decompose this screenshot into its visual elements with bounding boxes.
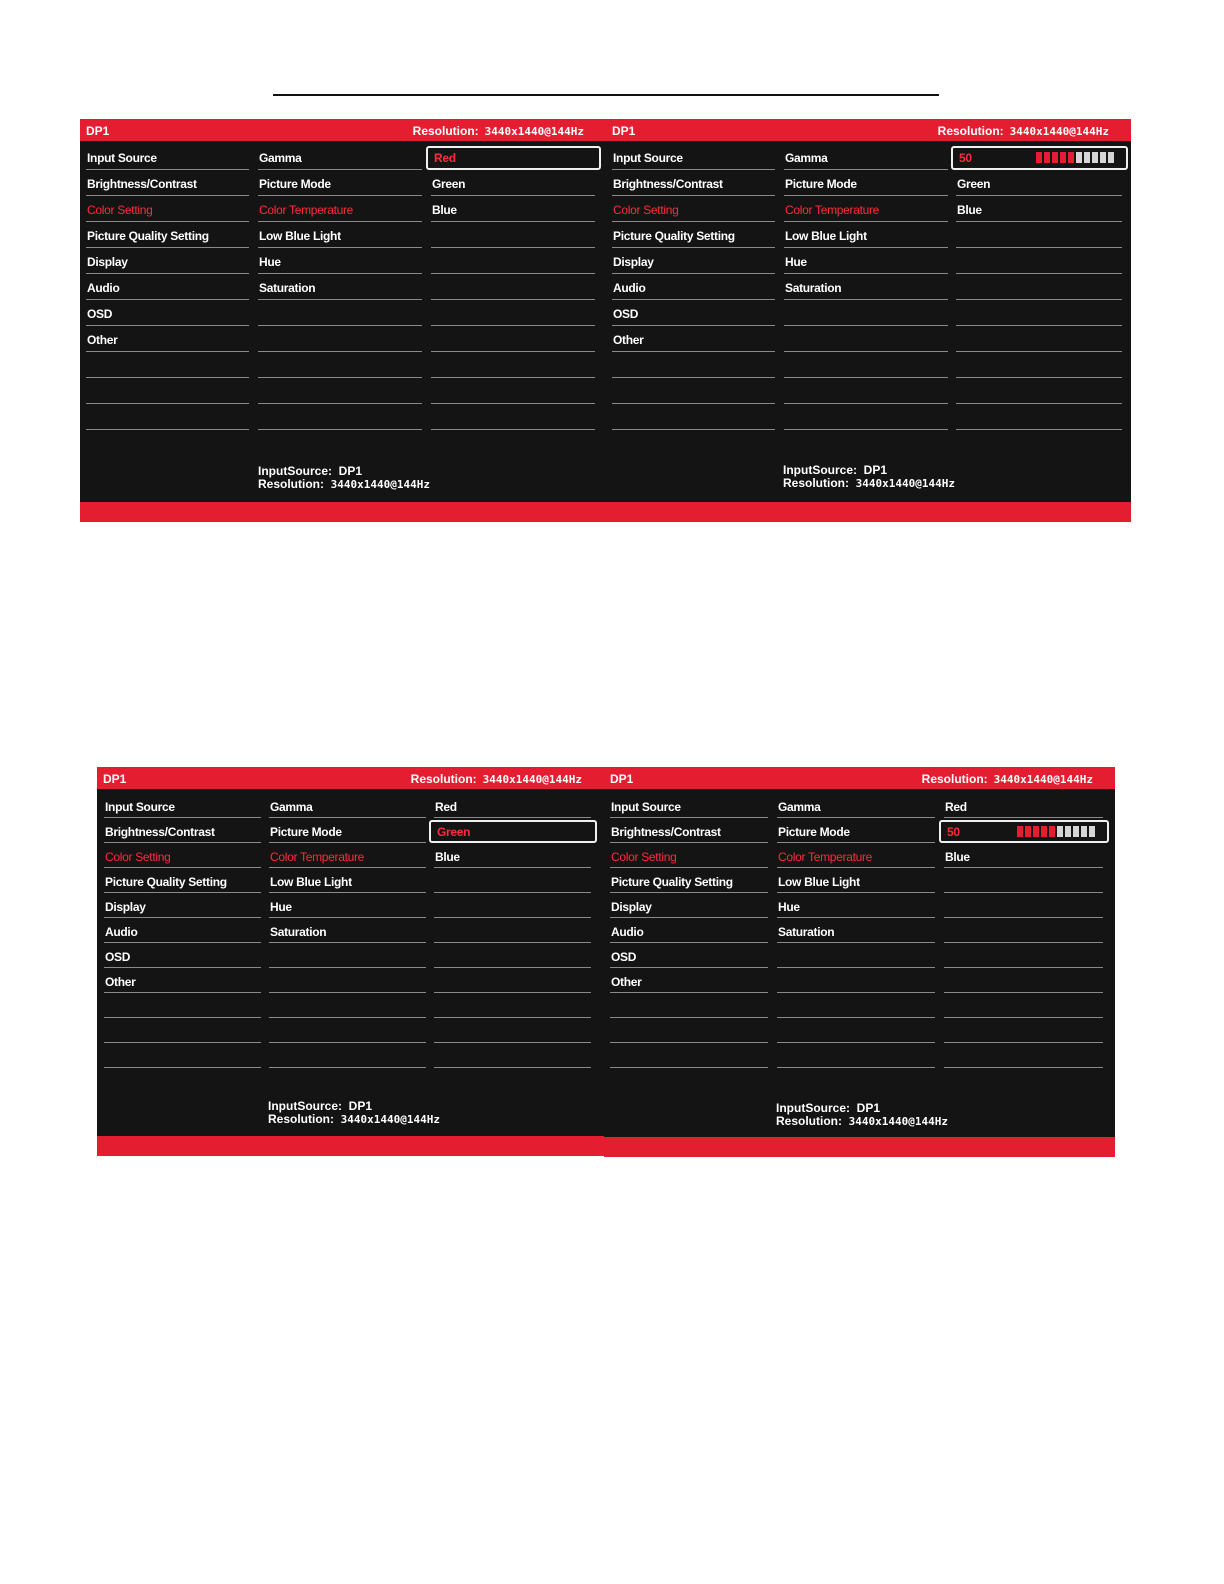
option-red[interactable]: Red (434, 793, 591, 818)
slider-segment (1089, 826, 1095, 837)
header-resolution: Resolution: 3440x1440@144Hz (410, 772, 582, 786)
menu-item-other[interactable]: Other (104, 968, 261, 993)
submenu-blank-row (777, 943, 935, 968)
header-resolution: Resolution: 3440x1440@144Hz (412, 124, 584, 138)
option-blank-row (434, 918, 591, 943)
menu-item-brightness-contrast[interactable]: Brightness/Contrast (610, 818, 768, 843)
slider-bar[interactable] (1036, 152, 1114, 163)
option-blank-row (431, 352, 595, 378)
submenu (269, 793, 426, 1068)
option-blank-row (956, 326, 1122, 352)
submenu-blank-row (784, 326, 948, 352)
menu-blank-row (104, 1043, 261, 1068)
info-resolution: Resolution: 3440x1440@144Hz (258, 477, 431, 491)
info-resolution: Resolution: 3440x1440@144Hz (776, 1114, 949, 1128)
header-source: DP1 (86, 124, 110, 138)
menu-blank-row (610, 993, 768, 1018)
option-red[interactable]: Red (426, 146, 601, 170)
submenu-item-hue[interactable]: Hue (258, 248, 422, 274)
option-blank-row (956, 274, 1122, 300)
option-blank-row (431, 274, 595, 300)
option-blank-row (944, 868, 1103, 893)
osd-header (80, 119, 606, 141)
menu-item-audio[interactable]: Audio (86, 274, 249, 300)
option-blank-row (431, 326, 595, 352)
main-menu (610, 793, 768, 1068)
osd-screen-green-select (97, 767, 604, 1156)
input-info (776, 1102, 948, 1128)
option-red[interactable]: Red (944, 793, 1103, 818)
header-source: DP1 (612, 124, 636, 138)
menu-item-other[interactable]: Other (610, 968, 768, 993)
option-blank-row (434, 893, 591, 918)
menu-blank-row (610, 1043, 768, 1068)
submenu-blank-row (777, 1018, 935, 1043)
menu-item-color-setting[interactable]: Color Setting (86, 196, 249, 222)
option-blank-row (944, 918, 1103, 943)
submenu-blank-row (269, 993, 426, 1018)
slider-segment (1065, 826, 1071, 837)
menu-item-input-source[interactable]: Input Source (610, 793, 768, 818)
option-blank-row (431, 300, 595, 326)
menu-item-other[interactable]: Other (612, 326, 775, 352)
menu-item-audio[interactable]: Audio (612, 274, 775, 300)
menu-item-audio[interactable]: Audio (610, 918, 768, 943)
menu-item-brightness-contrast[interactable]: Brightness/Contrast (612, 170, 775, 196)
menu-blank-row (86, 352, 249, 378)
menu-blank-row (610, 1018, 768, 1043)
submenu-blank-row (269, 1043, 426, 1068)
option-blank-row (431, 378, 595, 404)
submenu-item-low-blue-light[interactable]: Low Blue Light (258, 222, 422, 248)
option-green[interactable]: Green (429, 820, 597, 843)
submenu-item-picture-mode[interactable]: Picture Mode (784, 170, 948, 196)
option-blank-row (956, 300, 1122, 326)
submenu-item-color-temperature[interactable]: Color Temperature (777, 843, 935, 868)
menu-item-osd[interactable]: OSD (104, 943, 261, 968)
submenu-blank-row (777, 1043, 935, 1068)
option-blank-row (956, 404, 1122, 430)
slider-segment (1041, 826, 1047, 837)
main-menu (104, 793, 261, 1068)
option-blank-row (431, 248, 595, 274)
submenu-blank-row (269, 943, 426, 968)
submenu-item-color-temperature[interactable]: Color Temperature (784, 196, 948, 222)
input-info (268, 1100, 440, 1126)
submenu-blank-row (777, 968, 935, 993)
option-blank-row (956, 222, 1122, 248)
submenu-item-saturation[interactable]: Saturation (269, 918, 426, 943)
option-blank-row (944, 1043, 1103, 1068)
submenu-blank-row (777, 993, 935, 1018)
submenu-item-color-temperature[interactable]: Color Temperature (269, 843, 426, 868)
osd-footer (97, 1136, 604, 1156)
slider-segment (1084, 152, 1090, 163)
input-info (258, 465, 430, 491)
slider-segment (1044, 152, 1050, 163)
info-resolution: Resolution: 3440x1440@144Hz (268, 1112, 441, 1126)
menu-item-display[interactable]: Display (610, 893, 768, 918)
menu-item-brightness-contrast[interactable]: Brightness/Contrast (86, 170, 249, 196)
option-list (956, 144, 1122, 430)
submenu-blank-row (784, 404, 948, 430)
submenu-item-gamma[interactable]: Gamma (777, 793, 935, 818)
submenu-item-gamma[interactable]: Gamma (258, 144, 422, 170)
slider-bar[interactable] (1017, 826, 1095, 837)
option-blue[interactable]: Blue (431, 196, 595, 222)
option-blank-row (944, 993, 1103, 1018)
option-blue[interactable]: Blue (956, 196, 1122, 222)
option-blue[interactable]: Blue (944, 843, 1103, 868)
submenu-blank-row (258, 404, 422, 430)
slider-segment (1033, 826, 1039, 837)
header-resolution: Resolution: 3440x1440@144Hz (921, 772, 1093, 786)
osd-footer (604, 1137, 1115, 1157)
osd-header (606, 119, 1131, 141)
menu-blank-row (86, 404, 249, 430)
option-blank-row (956, 378, 1122, 404)
main-menu (86, 144, 249, 430)
menu-blank-row (612, 404, 775, 430)
menu-item-color-setting[interactable]: Color Setting (612, 196, 775, 222)
submenu-blank-row (258, 326, 422, 352)
submenu-item-saturation[interactable]: Saturation (784, 274, 948, 300)
option-blank-row (956, 248, 1122, 274)
option-blue[interactable]: Blue (434, 843, 591, 868)
submenu-blank-row (784, 378, 948, 404)
submenu-item-picture-mode[interactable]: Picture Mode (258, 170, 422, 196)
top-rule (273, 94, 939, 96)
option-blank-row (944, 943, 1103, 968)
option-list (944, 793, 1103, 1068)
menu-item-input-source[interactable]: Input Source (612, 144, 775, 170)
menu-item-color-setting[interactable]: Color Setting (610, 843, 768, 868)
menu-item-input-source[interactable]: Input Source (104, 793, 261, 818)
submenu-item-picture-mode[interactable]: Picture Mode (777, 818, 935, 843)
menu-item-picture-quality[interactable]: Picture Quality Setting (610, 868, 768, 893)
slider-segment (1092, 152, 1098, 163)
option-blank-row (434, 993, 591, 1018)
info-input-source: InputSource: DP1 (776, 1101, 881, 1115)
slider-segment (1108, 152, 1114, 163)
info-input-source: InputSource: DP1 (783, 463, 888, 477)
slider-segment (1025, 826, 1031, 837)
slider-segment (1100, 152, 1106, 163)
submenu-item-low-blue-light[interactable]: Low Blue Light (784, 222, 948, 248)
option-list (431, 144, 595, 430)
input-info (783, 464, 955, 490)
option-blank-row (434, 943, 591, 968)
submenu-blank-row (258, 300, 422, 326)
slider-segment (1036, 152, 1042, 163)
menu-blank-row (104, 1018, 261, 1043)
slider-segment (1052, 152, 1058, 163)
menu-item-display[interactable]: Display (104, 893, 261, 918)
menu-item-picture-quality[interactable]: Picture Quality Setting (86, 222, 249, 248)
submenu-item-low-blue-light[interactable]: Low Blue Light (269, 868, 426, 893)
option-blank-row (944, 893, 1103, 918)
option-blank-row (434, 968, 591, 993)
menu-item-display[interactable]: Display (86, 248, 249, 274)
submenu-item-saturation[interactable]: Saturation (258, 274, 422, 300)
menu-blank-row (104, 993, 261, 1018)
menu-item-audio[interactable]: Audio (104, 918, 261, 943)
info-resolution: Resolution: 3440x1440@144Hz (783, 476, 956, 490)
menu-item-brightness-contrast[interactable]: Brightness/Contrast (104, 818, 261, 843)
submenu-item-low-blue-light[interactable]: Low Blue Light (777, 868, 935, 893)
menu-blank-row (612, 378, 775, 404)
option-green[interactable]: Green (431, 170, 595, 196)
slider-value: 50 (959, 151, 972, 165)
menu-item-display[interactable]: Display (612, 248, 775, 274)
osd-header (97, 767, 604, 789)
option-blank-row (431, 222, 595, 248)
osd-header (604, 767, 1115, 789)
option-green[interactable]: Green (956, 170, 1122, 196)
menu-item-osd[interactable]: OSD (86, 300, 249, 326)
slider-value: 50 (947, 825, 960, 839)
submenu-blank-row (784, 300, 948, 326)
osd-screen-red-select (80, 119, 606, 522)
menu-item-picture-quality[interactable]: Picture Quality Setting (612, 222, 775, 248)
submenu-item-gamma[interactable]: Gamma (784, 144, 948, 170)
option-blank-row (434, 868, 591, 893)
submenu-item-gamma[interactable]: Gamma (269, 793, 426, 818)
option-blank-row (956, 352, 1122, 378)
header-source: DP1 (103, 772, 127, 786)
slider-segment (1081, 826, 1087, 837)
menu-item-input-source[interactable]: Input Source (86, 144, 249, 170)
header-resolution: Resolution: 3440x1440@144Hz (937, 124, 1109, 138)
slider-segment (1049, 826, 1055, 837)
option-blank-row (944, 968, 1103, 993)
submenu-item-color-temperature[interactable]: Color Temperature (258, 196, 422, 222)
info-input-source: InputSource: DP1 (258, 464, 363, 478)
menu-item-osd[interactable]: OSD (612, 300, 775, 326)
main-menu (612, 144, 775, 430)
submenu-item-hue[interactable]: Hue (784, 248, 948, 274)
osd-screen-green-slider (604, 767, 1115, 1157)
submenu-item-hue[interactable]: Hue (777, 893, 935, 918)
submenu-blank-row (269, 968, 426, 993)
header-source: DP1 (610, 772, 634, 786)
slider-segment (1017, 826, 1023, 837)
submenu-item-hue[interactable]: Hue (269, 893, 426, 918)
option-list (434, 793, 591, 1068)
submenu (258, 144, 422, 430)
menu-item-color-setting[interactable]: Color Setting (104, 843, 261, 868)
option-blank-row (431, 404, 595, 430)
osd-footer (80, 502, 606, 522)
submenu (784, 144, 948, 430)
green-value-slider[interactable] (939, 820, 1109, 843)
slider-segment (1076, 152, 1082, 163)
menu-blank-row (612, 352, 775, 378)
submenu-blank-row (258, 378, 422, 404)
red-value-slider[interactable] (951, 146, 1128, 170)
menu-blank-row (86, 378, 249, 404)
option-blank-row (434, 1018, 591, 1043)
option-blank-row (944, 1018, 1103, 1043)
slider-segment (1068, 152, 1074, 163)
slider-segment (1057, 826, 1063, 837)
osd-screen-red-slider (606, 119, 1131, 522)
submenu-blank-row (269, 1018, 426, 1043)
menu-item-other[interactable]: Other (86, 326, 249, 352)
info-input-source: InputSource: DP1 (268, 1099, 373, 1113)
slider-segment (1073, 826, 1079, 837)
submenu-blank-row (258, 352, 422, 378)
submenu-blank-row (784, 352, 948, 378)
submenu-item-saturation[interactable]: Saturation (777, 918, 935, 943)
submenu (777, 793, 935, 1068)
menu-item-picture-quality[interactable]: Picture Quality Setting (104, 868, 261, 893)
osd-footer (606, 502, 1131, 522)
menu-item-osd[interactable]: OSD (610, 943, 768, 968)
submenu-item-picture-mode[interactable]: Picture Mode (269, 818, 426, 843)
slider-segment (1060, 152, 1066, 163)
option-blank-row (434, 1043, 591, 1068)
